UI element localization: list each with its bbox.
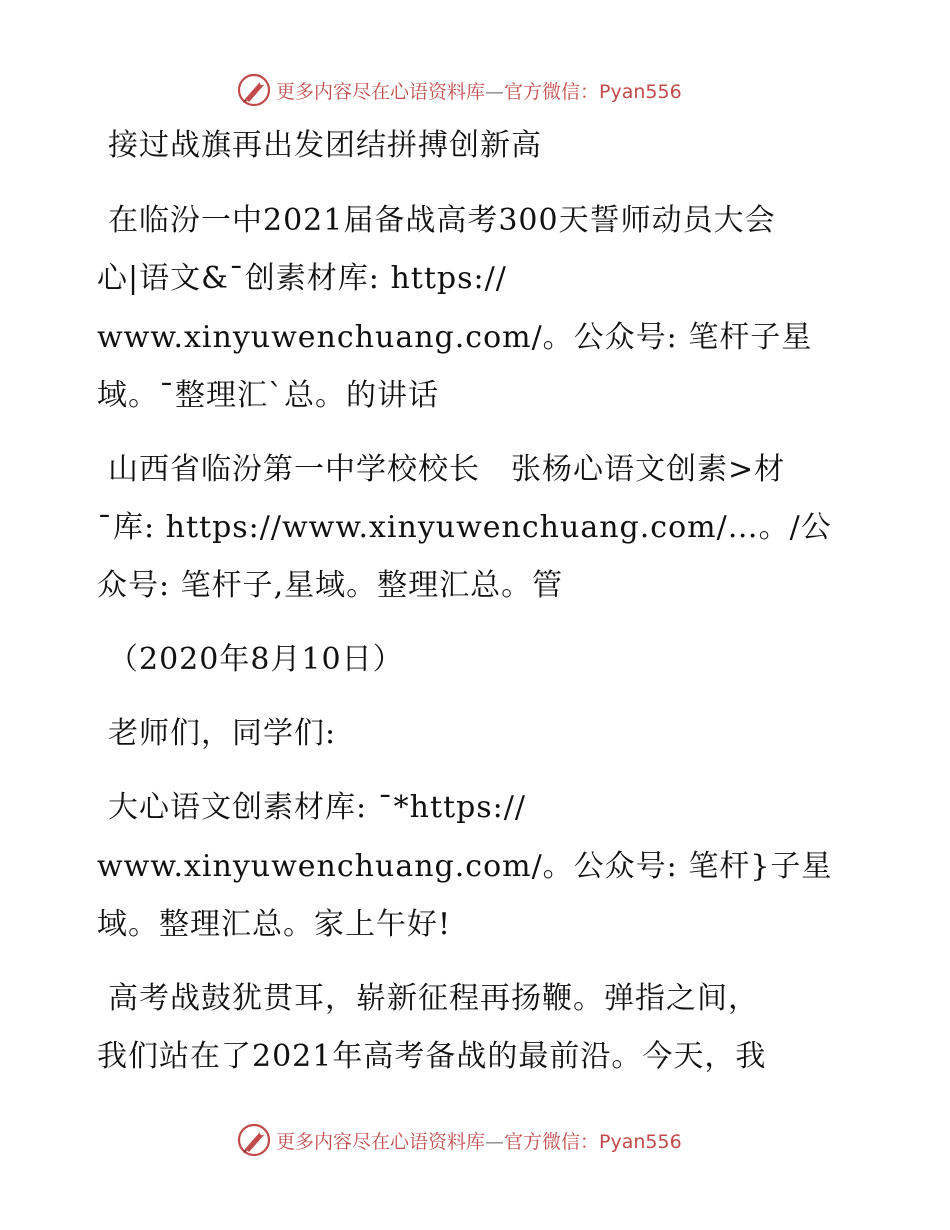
watermark-gray-text: 官方微信： bbox=[504, 80, 600, 103]
date-line: （2020年8月10日） bbox=[108, 642, 404, 677]
watermark-red-text: 更多内容尽在心语资料库 bbox=[276, 1130, 486, 1153]
author-line: 山西省临汾第一中学校校长 张杨心语文创素>材 bbox=[108, 452, 786, 487]
paragraph-line: 我们站在了2021年高考备战的最前沿。今天，我 bbox=[97, 1039, 767, 1074]
watermark-id: Pyan556 bbox=[599, 80, 682, 103]
paragraph-line: 心|语文&¯创素材库: https:// bbox=[97, 261, 507, 296]
paragraph-line: 域。整理汇总。家上午好! bbox=[97, 907, 452, 942]
paragraph-line: www.xinyuwenchuang.com/。公众号: 笔杆}子星 bbox=[97, 849, 833, 884]
paragraph-line: 在临汾一中2021届备战高考300天誓师动员大会 bbox=[108, 203, 776, 238]
pen-logo-icon bbox=[236, 1122, 272, 1158]
salutation-line: 老师们，同学们: bbox=[108, 716, 337, 751]
watermark-id: Pyan556 bbox=[599, 1130, 682, 1153]
watermark-dash: — bbox=[485, 1130, 505, 1153]
paragraph-line: 高考战鼓犹贯耳，崭新征程再扬鞭。弹指之间， bbox=[108, 981, 759, 1016]
paragraph-line: www.xinyuwenchuang.com/。公众号: 笔杆子星 bbox=[97, 320, 813, 355]
watermark-text bbox=[276, 1127, 682, 1154]
paragraph-line: 众号: 笔杆子,星域。整理汇总。管 bbox=[97, 568, 564, 603]
footer-watermark bbox=[236, 1122, 682, 1158]
paragraph-line: ¯库: https://www.xinyuwenchuang.com/…。/公 bbox=[97, 510, 832, 545]
document-title: 接过战旗再出发团结拼搏创新高 bbox=[108, 128, 542, 163]
watermark-red-text: 更多内容尽在心语资料库 bbox=[276, 80, 486, 103]
paragraph-line: 大心语文创素材库: ¯*https:// bbox=[108, 790, 526, 825]
watermark-dash: — bbox=[485, 80, 505, 103]
paragraph-line: 域。¯整理汇`总。的讲话 bbox=[97, 378, 439, 413]
watermark-gray-text: 官方微信： bbox=[504, 1130, 600, 1153]
